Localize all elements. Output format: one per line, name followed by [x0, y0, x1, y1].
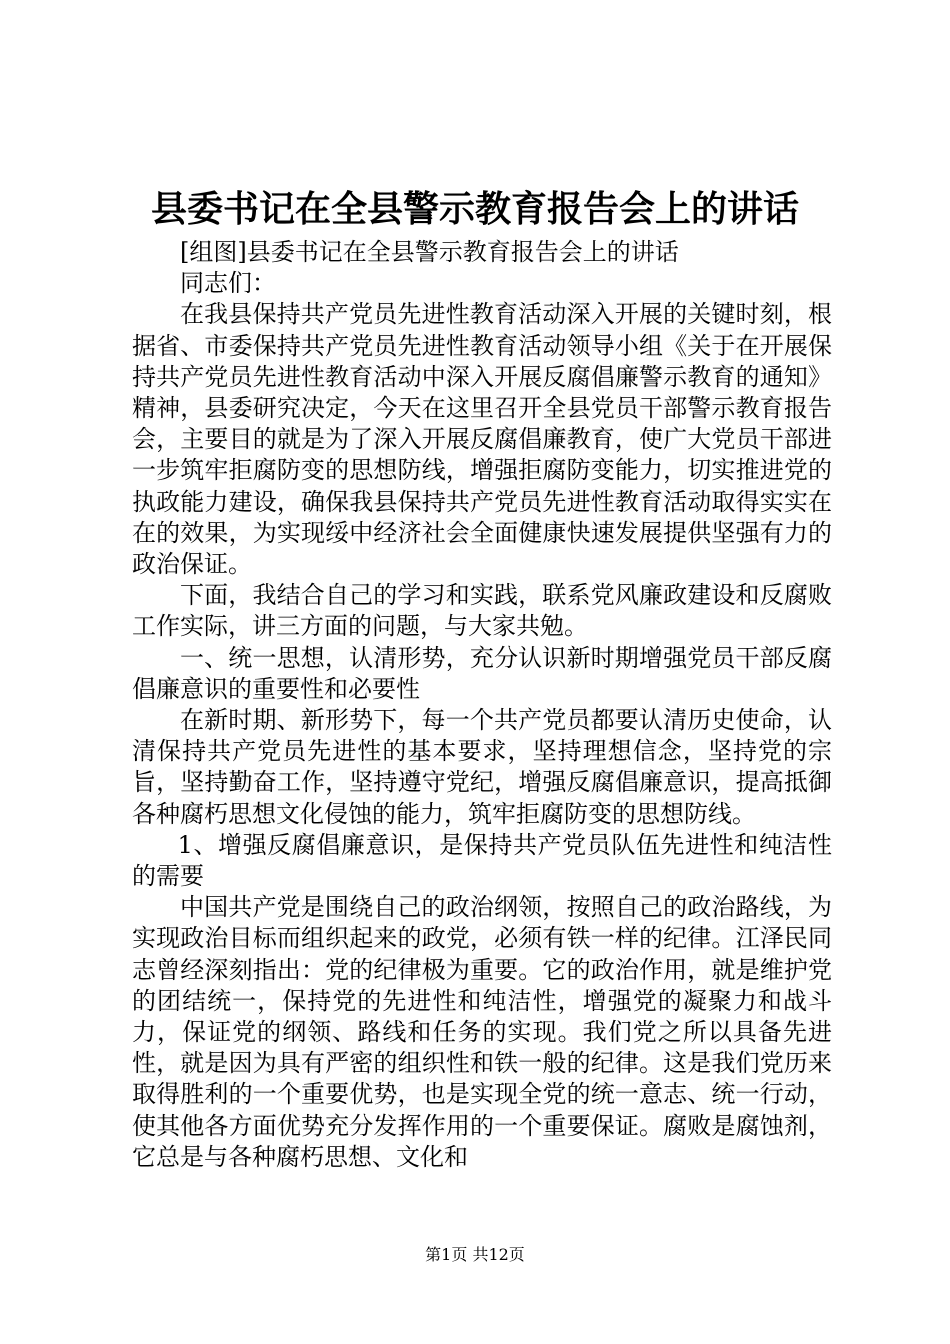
subtitle-line: [组图]县委书记在全县警示教育报告会上的讲话	[180, 238, 679, 266]
paragraph: 在我县保持共产党员先进性教育活动深入开展的关键时刻，根据省、市委保持共产党员先进性教育活动领导小组《关于在开展保持共产党员先进性教育活动中深入开展反腐倡廉警示教育的通知》精神，县委研究决定，今天在这里召开全县党员干部警示教育报告会，主要目的就是为了深入开展反腐倡廉教育，使广大党员干部进一步筑牢拒腐防变的思想防线，增强拒腐防变能力，切实推进党的执政能力建设，确保我县保持共产党员先进性教育活动取得实实在在的效果，为实现绥中经济社会全面健康快速发展提供坚强有力的政治保证。	[132, 300, 832, 579]
paragraph: 下面，我结合自己的学习和实践，联系党风廉政建设和反腐败工作实际，讲三方面的问题，与大家共勉。	[132, 581, 832, 641]
paragraph: 在新时期、新形势下，每一个共产党员都要认清历史使命，认清保持共产党员先进性的基本要求，坚持理想信念，坚持党的宗旨，坚持勤奋工作，坚持遵守党纪，增强反腐倡廉意识，提高抵御各种腐朽思想文化侵蚀的能力，筑牢拒腐防变的思想防线。	[132, 706, 832, 828]
paragraph: 中国共产党是围绕自己的政治纲领，按照自己的政治路线，为实现政治目标而组织起来的政党，必须有铁一样的纪律。江泽民同志曾经深刻指出：党的纪律极为重要。它的政治作用，就是维护党的团结统一，保持党的先进性和纯洁性，增强党的凝聚力和战斗力，保证党的纲领、路线和任务的实现。我们党之所以具备先进性，就是因为具有严密的组织性和铁一般的纪律。这是我们党历来取得胜利的一个重要优势，也是实现全党的统一意志、统一行动，使其他各方面优势充分发挥作用的一个重要保证。腐败是腐蚀剂，它总是与各种腐朽思想、文化和	[132, 893, 832, 1171]
document-body	[132, 237, 832, 1173]
document-title: 县委书记在全县警示教育报告会上的讲话	[150, 188, 799, 230]
salutation: 同志们：	[180, 269, 276, 298]
page-footer: 第1页 共12页	[425, 1245, 525, 1264]
section-heading: 一、统一思想，认清形势，充分认识新时期增强党员干部反腐倡廉意识的重要性和必要性	[132, 643, 832, 703]
subsection-heading: 1、增强反腐倡廉意识，是保持共产党员队伍先进性和纯洁性的需要	[132, 830, 832, 891]
